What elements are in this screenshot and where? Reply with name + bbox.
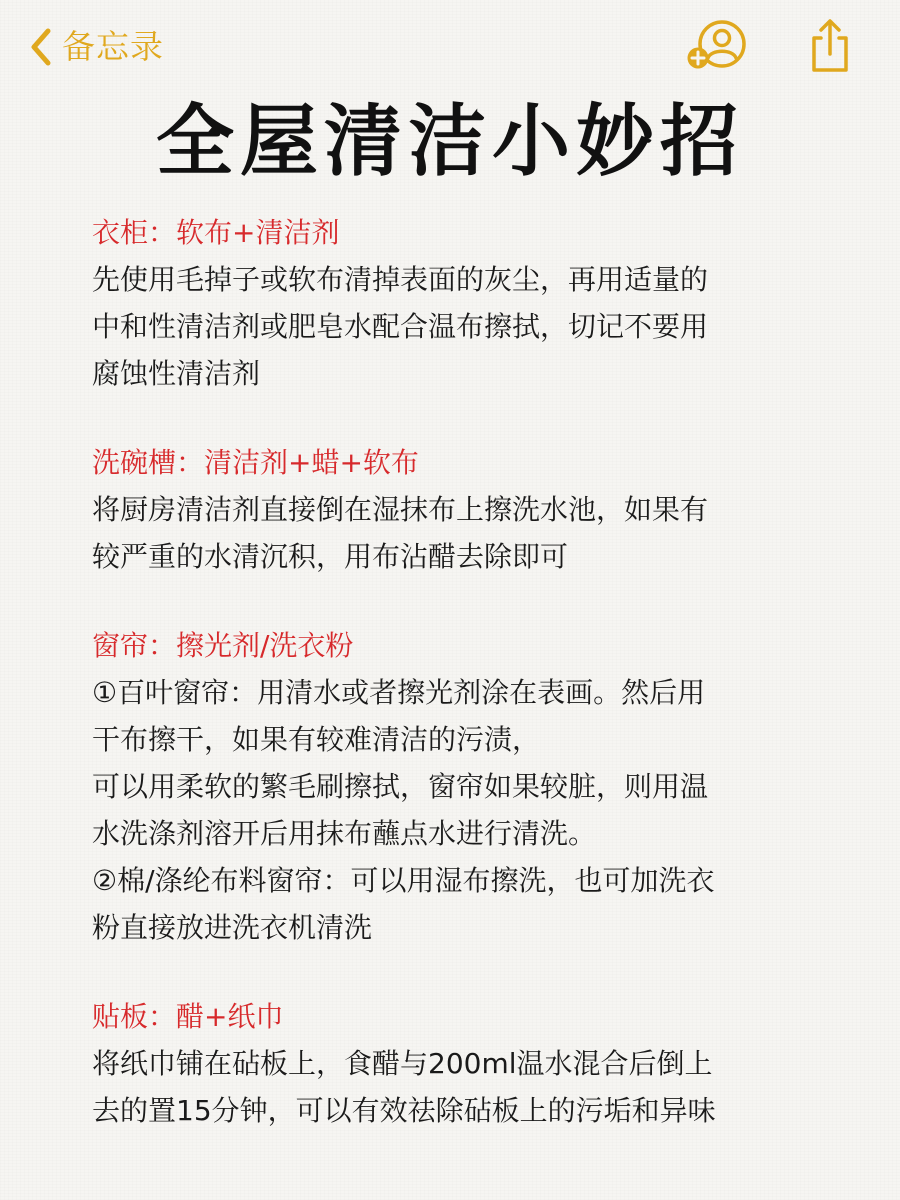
body-text-line: 将厨房清洁剂直接倒在湿抹布上擦洗水池，如果有 — [92, 493, 709, 526]
add-person-icon — [684, 18, 748, 74]
body-text-line: 干布擦干，如果有较难清洁的污渍， — [92, 723, 541, 756]
note-section — [92, 623, 812, 951]
note-title: 全屋清洁小妙招 — [155, 97, 744, 187]
share-icon — [806, 16, 854, 74]
note-section — [92, 210, 812, 397]
section-heading: 窗帘：擦光剂/洗衣粉 — [92, 629, 354, 662]
body-text-line: 粉直接放进洗衣机清洗 — [92, 911, 373, 944]
navigation-bar — [0, 0, 900, 90]
back-button[interactable] — [26, 22, 164, 72]
body-text-line: 将纸巾铺在砧板上，食醋与200ml温水混合后倒上 — [92, 1047, 713, 1080]
body-text-line: ①百叶窗帘：用清水或者擦光剂涂在表画。然后用 — [92, 676, 706, 709]
body-text-line: 腐蚀性清洁剂 — [92, 357, 261, 390]
note-section — [92, 994, 812, 1134]
body-text-line: 水洗涤剂溶开后用抹布蘸点水进行清洗。 — [92, 817, 597, 850]
add-collaborator-button[interactable] — [684, 18, 748, 74]
body-text-line: 可以用柔软的繁毛刷擦拭，窗帘如果较脏，则用温 — [92, 770, 709, 803]
section-heading: 衣柜：软布+清洁剂 — [92, 216, 340, 249]
body-text-line: 先使用毛掉子或软布清掉表面的灰尘，再用适量的 — [92, 263, 709, 296]
body-text-line: 较严重的水清沉积，用布沾醋去除即可 — [92, 540, 569, 573]
body-text-line: ②棉/涤纶布料窗帘：可以用湿布擦洗，也可加洗衣 — [92, 864, 715, 897]
body-text-line: 去的置15分钟，可以有效祛除砧板上的污垢和异味 — [92, 1094, 716, 1127]
note-section — [92, 440, 812, 580]
note-body[interactable] — [92, 210, 812, 1177]
share-button[interactable] — [806, 16, 854, 74]
section-heading: 洗碗槽：清洁剂+蜡+软布 — [92, 446, 419, 479]
body-text-line: 中和性清洁剂或肥皂水配合温布擦拭，切记不要用 — [92, 310, 709, 343]
chevron-left-icon — [26, 24, 56, 70]
back-label: 备忘录 — [62, 27, 164, 66]
section-heading: 贴板：醋+纸巾 — [92, 1000, 284, 1033]
